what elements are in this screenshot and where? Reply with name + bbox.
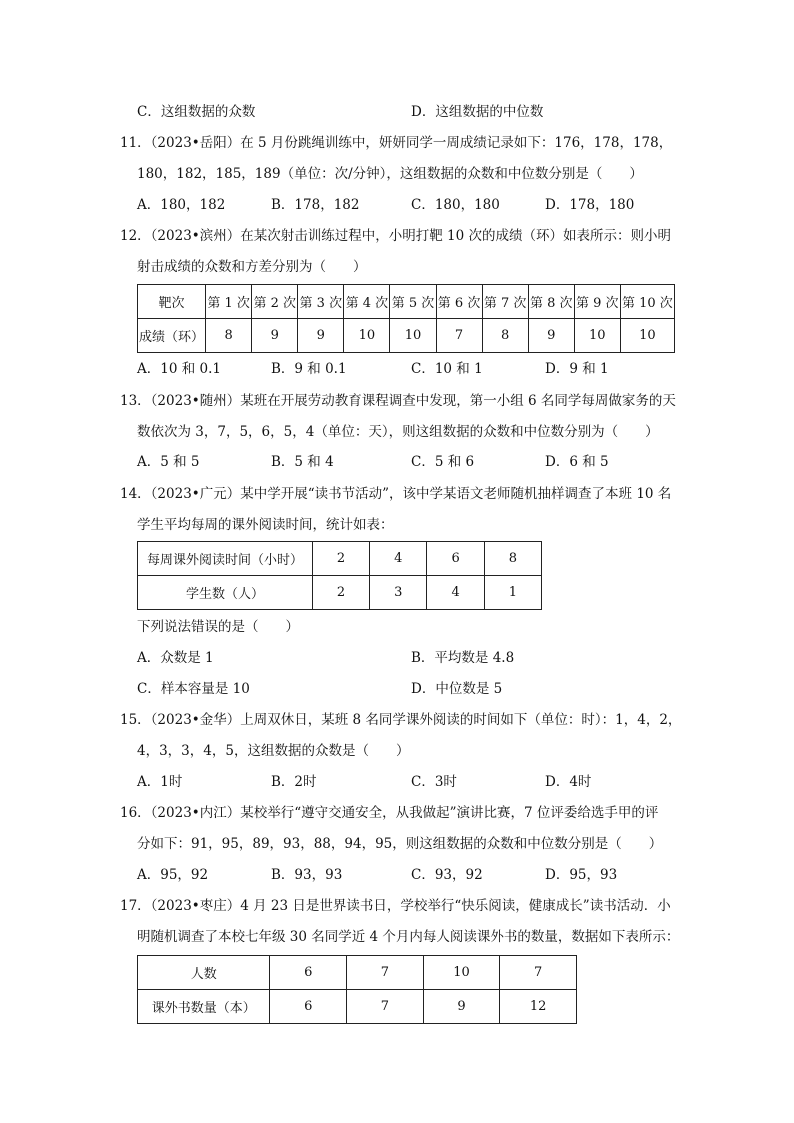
- q12-option-c: C．10 和 1: [411, 361, 483, 377]
- q16-option-a: A．95，92: [137, 867, 209, 883]
- q15-stem-line2: 4，3，3，4，5，这组数据的众数是（ ）: [137, 743, 410, 759]
- q13-stem-line2: 数依次为 3，7，5，6，5，4（单位：天），则这组数据的众数和中位数分别为（ ）: [137, 424, 659, 440]
- table-row: [138, 285, 675, 319]
- table-cell: 4: [370, 542, 427, 576]
- table-cell: 第 2 次: [252, 285, 298, 319]
- table-cell: 10: [390, 319, 436, 353]
- table-cell: 12: [500, 990, 577, 1024]
- table-cell: 第 6 次: [436, 285, 482, 319]
- table-cell: 7: [347, 956, 424, 990]
- q14-option-d: D．中位数是 5: [411, 681, 503, 697]
- table-cell: 7: [436, 319, 482, 353]
- q17-stem-line1: 17．（2023•枣庄）4 月 23 日是世界读书日，学校举行“快乐阅读，健康成长”读书活动．小: [120, 898, 671, 914]
- table-cell: 9: [298, 319, 344, 353]
- q12-option-d: D．9 和 1: [545, 361, 609, 377]
- table-cell: 靶次: [138, 285, 206, 319]
- table-cell: 6: [270, 956, 347, 990]
- table-cell: 第 10 次: [620, 285, 674, 319]
- q14-option-c: C．样本容量是 10: [137, 681, 250, 697]
- q13-option-a: A．5 和 5: [137, 454, 200, 470]
- q15-option-a: A．1时: [137, 774, 183, 790]
- table-cell: 8: [482, 319, 528, 353]
- table-cell: 第 5 次: [390, 285, 436, 319]
- q12-score-table: [137, 284, 675, 353]
- table-cell: 6: [427, 542, 484, 576]
- table-cell: 每周课外阅读时间（小时）: [138, 542, 313, 576]
- table-cell: 第 8 次: [528, 285, 574, 319]
- table-cell: 1: [484, 576, 541, 610]
- q11-option-a: A．180，182: [137, 197, 226, 213]
- table-row: [138, 542, 542, 576]
- table-cell: 8: [484, 542, 541, 576]
- q15-option-b: B．2时: [271, 774, 317, 790]
- q11-option-d: D．178，180: [545, 197, 635, 213]
- q15-option-c: C．3时: [411, 774, 457, 790]
- q12-stem-line2: 射击成绩的众数和方差分别为（ ）: [137, 259, 367, 275]
- q14-stem-line1: 14．（2023•广元）某中学开展“读书节活动”，该中学某语文老师随机抽样调查了本班 10 名: [120, 486, 672, 502]
- q16-option-d: D．95，93: [545, 867, 618, 883]
- table-cell: 6: [270, 990, 347, 1024]
- q13-option-c: C．5 和 6: [411, 454, 475, 470]
- q14-reading-time-table: [137, 541, 542, 610]
- table-row: [138, 990, 577, 1024]
- q14-option-b: B．平均数是 4.8: [411, 650, 515, 666]
- q11-option-c: C．180，180: [411, 197, 500, 213]
- option-c: C．这组数据的众数: [137, 104, 256, 120]
- q12-stem-line1: 12．（2023•滨州）在某次射击训练过程中，小明打靶 10 次的成绩（环）如表所示：则小明: [120, 228, 672, 244]
- q12-option-a: A．10 和 0.1: [137, 361, 221, 377]
- table-cell: 10: [423, 956, 500, 990]
- q13-option-b: B．5 和 4: [271, 454, 334, 470]
- q14-stem-line3: 下列说法错误的是（ ）: [137, 619, 299, 635]
- q16-stem-line1: 16．（2023•内江）某校举行“遵守交通安全，从我做起”演讲比赛，7 位评委给选手甲的评: [120, 805, 659, 821]
- table-row: [138, 956, 577, 990]
- q13-stem-line1: 13．（2023•随州）某班在开展劳动教育课程调查中发现，第一小组 6 名同学每周做家务的天: [120, 393, 676, 409]
- table-cell: 8: [206, 319, 252, 353]
- q11-stem-line1: 11．（2023•岳阳）在 5 月份跳绳训练中，妍妍同学一周成绩记录如下：176，178，178，: [120, 135, 673, 151]
- q13-option-d: D．6 和 5: [545, 454, 609, 470]
- table-cell: 4: [427, 576, 484, 610]
- table-cell: 10: [574, 319, 620, 353]
- q14-option-a: A．众数是 1: [137, 650, 214, 666]
- table-cell: 第 1 次: [206, 285, 252, 319]
- table-cell: 7: [500, 956, 577, 990]
- q17-stem-line2: 明随机调查了本校七年级 30 名同学近 4 个月内每人阅读课外书的数量，数据如下表所示：: [137, 929, 680, 945]
- q15-stem-line1: 15．（2023•金华）上周双休日，某班 8 名同学课外阅读的时间如下（单位：时）：1，4，2，: [120, 712, 682, 728]
- table-cell: 第 7 次: [482, 285, 528, 319]
- q11-option-b: B．178，182: [271, 197, 360, 213]
- table-cell: 第 3 次: [298, 285, 344, 319]
- table-cell: 第 9 次: [574, 285, 620, 319]
- table-cell: 成绩（环）: [138, 319, 206, 353]
- table-cell: 10: [620, 319, 674, 353]
- q17-book-count-table: [137, 955, 577, 1024]
- table-cell: 2: [312, 576, 369, 610]
- table-cell: 7: [347, 990, 424, 1024]
- q14-stem-line2: 学生平均每周的课外阅读时间，统计如表：: [137, 517, 394, 533]
- table-cell: 9: [252, 319, 298, 353]
- option-d: D．这组数据的中位数: [411, 104, 544, 120]
- table-cell: 9: [528, 319, 574, 353]
- q12-option-b: B．9 和 0.1: [271, 361, 347, 377]
- table-cell: 第 4 次: [344, 285, 390, 319]
- table-cell: 学生数（人）: [138, 576, 313, 610]
- table-cell: 3: [370, 576, 427, 610]
- table-cell: 课外书数量（本）: [138, 990, 270, 1024]
- table-row: [138, 576, 542, 610]
- q16-option-b: B．93，93: [271, 867, 343, 883]
- table-row: [138, 319, 675, 353]
- q16-stem-line2: 分如下：91，95，89，93，88，94，95，则这组数据的众数和中位数分别是（ ）: [137, 836, 663, 852]
- q15-option-d: D．4时: [545, 774, 592, 790]
- table-cell: 人数: [138, 956, 270, 990]
- table-cell: 2: [312, 542, 369, 576]
- q11-stem-line2: 180，182，185，189（单位：次/分钟），这组数据的众数和中位数分别是（ ）: [137, 166, 643, 182]
- q16-option-c: C．93，92: [411, 867, 483, 883]
- table-cell: 9: [423, 990, 500, 1024]
- table-cell: 10: [344, 319, 390, 353]
